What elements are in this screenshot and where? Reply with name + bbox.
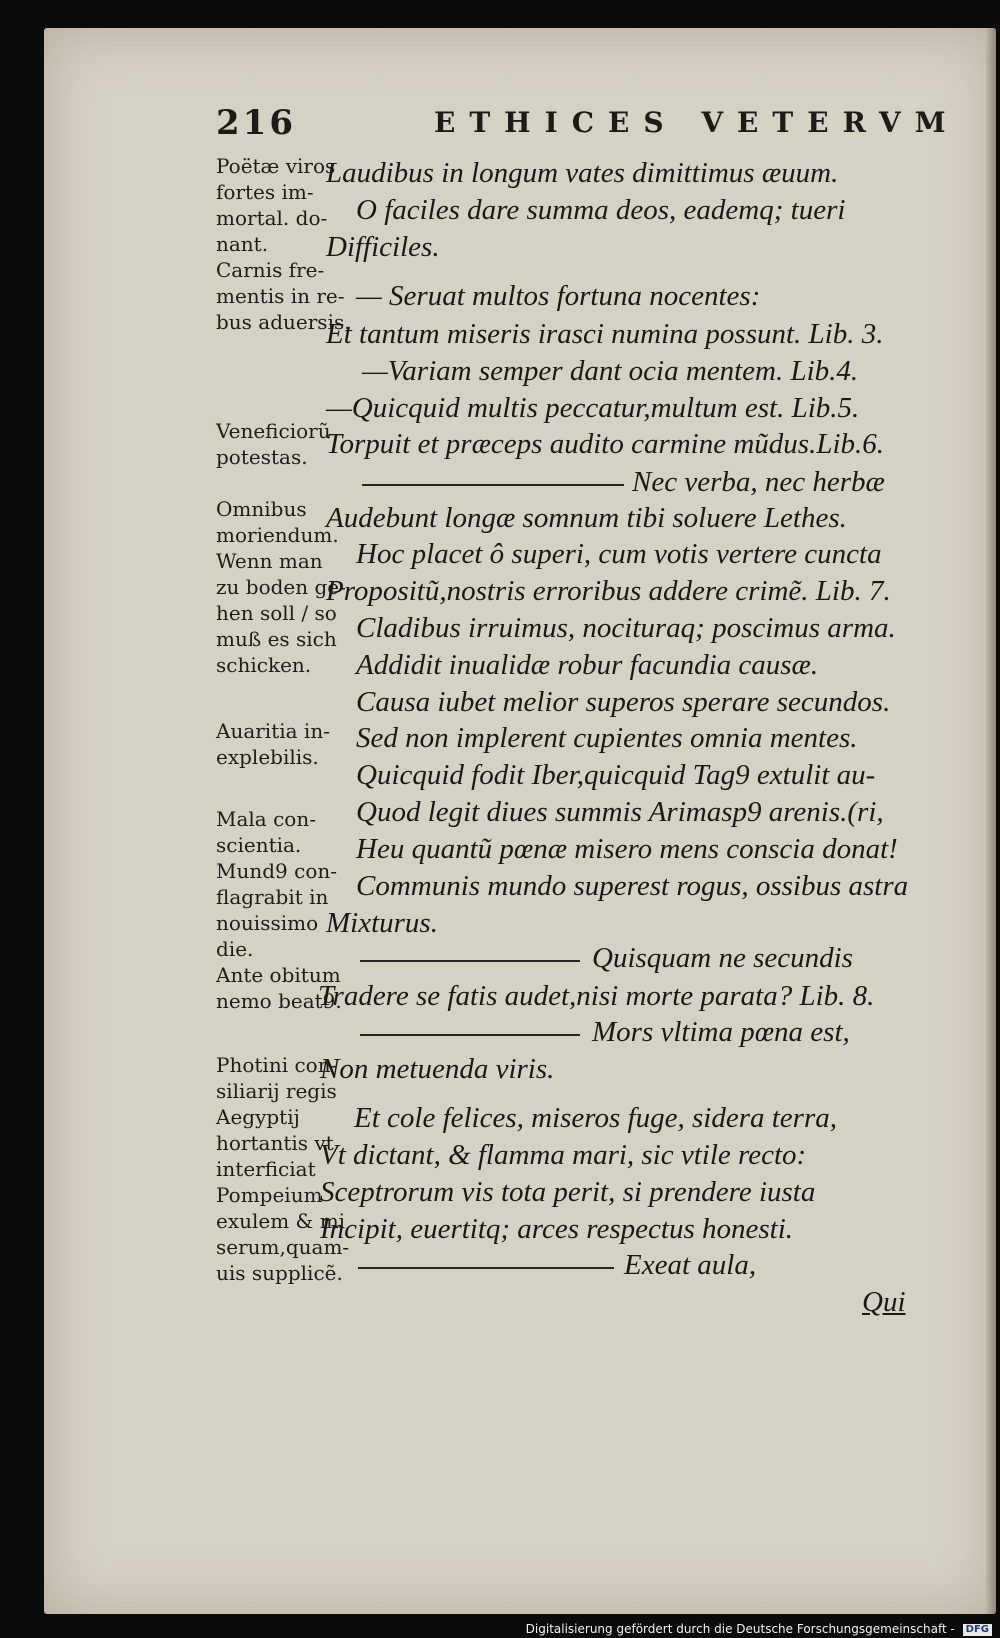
margin-note: potestas. xyxy=(216,445,308,469)
margin-note: schicken. xyxy=(216,653,312,677)
margin-note: die. xyxy=(216,937,254,961)
verse-line: Incipit, euertitq; arces respectus honesti. xyxy=(320,1213,794,1245)
ellipsis-rule xyxy=(360,960,580,962)
margin-note: exulem & mi xyxy=(216,1209,346,1233)
verse-line: Et cole felices, miseros fuge, sidera terra, xyxy=(354,1102,837,1134)
verse-line: Quisquam ne secundis xyxy=(592,942,853,974)
verse-line: Heu quantũ pœnæ misero mens conscia donat! xyxy=(356,833,898,865)
margin-note: Wenn man xyxy=(216,549,323,573)
verse-line: Cladibus irruimus, nocituraq; poscimus arma. xyxy=(356,612,896,644)
verse-line: Et tantum miseris irasci numina possunt. Lib. 3. xyxy=(326,318,884,350)
verse-line: O faciles dare summa deos, eademq; tueri xyxy=(356,194,846,226)
margin-note: Mund9 con- xyxy=(216,859,338,883)
verse-line: Propositũ,nostris erroribus addere crimẽ. Lib. 7. xyxy=(326,575,891,607)
verse-line: Vt dictant, & flamma mari, sic vtile recto: xyxy=(320,1139,807,1171)
margin-note: nant. xyxy=(216,232,269,256)
digitization-footer xyxy=(526,1622,992,1636)
page-number: 216 xyxy=(216,103,296,143)
margin-note: Mala con- xyxy=(216,807,316,831)
margin-note: mortal. do- xyxy=(216,206,328,230)
verse-line: Audebunt longæ somnum tibi soluere Lethes. xyxy=(326,502,847,534)
margin-note: bus aduersis. xyxy=(216,310,351,334)
margin-note: fortes im- xyxy=(216,180,314,204)
ellipsis-rule xyxy=(360,1034,580,1036)
catchword: Qui xyxy=(862,1286,906,1318)
book-page xyxy=(44,28,996,1614)
verse-line: Causa iubet melior superos sperare secundos. xyxy=(356,686,891,718)
footer-text: Digitalisierung gefördert durch die Deutsche Forschungsgemeinschaft - xyxy=(525,1622,955,1636)
verse-line: Mors vltima pœna est, xyxy=(592,1016,850,1048)
verse-line: Communis mundo superest rogus, ossibus astra xyxy=(356,870,909,902)
margin-note: mentis in re- xyxy=(216,284,345,308)
margin-note: uis supplicẽ. xyxy=(216,1261,343,1285)
verse-line: Sed non implerent cupientes omnia mentes. xyxy=(356,722,858,754)
margin-note: Veneficiorũ xyxy=(216,419,331,443)
dfg-logo-icon: DFG xyxy=(963,1624,992,1636)
margin-note: interficiat xyxy=(216,1157,316,1181)
verse-line: —Quicquid multis peccatur,multum est. Lib.5. xyxy=(326,392,860,424)
verse-line: Tradere se fatis audet,nisi morte parata? Lib. 8. xyxy=(318,980,875,1012)
margin-note: moriendum. xyxy=(216,523,339,547)
verse-line: Torpuit et præceps audito carmine mũdus.Lib.6. xyxy=(326,428,885,460)
margin-note: Poëtæ viros xyxy=(216,154,336,178)
margin-note: nouissimo xyxy=(216,911,319,935)
margin-note: Photini con- xyxy=(216,1053,338,1077)
ellipsis-rule xyxy=(358,1267,614,1269)
verse-line: — Seruat multos fortuna nocentes: xyxy=(356,280,761,312)
verse-line: Mixturus. xyxy=(326,907,438,939)
page-gutter-shadow xyxy=(986,28,996,1614)
running-head: ETHICES VETERVM xyxy=(434,106,960,139)
verse-line: Exeat aula, xyxy=(624,1249,757,1281)
ellipsis-rule xyxy=(362,484,624,486)
verse-line: Hoc placet ô superi, cum votis vertere cuncta xyxy=(356,538,882,570)
margin-note: siliarij regis xyxy=(216,1079,337,1103)
verse-line: Quicquid fodit Iber,quicquid Tag9 extulit au- xyxy=(356,759,876,791)
margin-note: Auaritia in- xyxy=(216,719,330,743)
verse-line: —Variam semper dant ocia mentem. Lib.4. xyxy=(362,355,859,387)
margin-note: flagrabit in xyxy=(216,885,329,909)
margin-note: explebilis. xyxy=(216,745,319,769)
verse-line: Quod legit diues summis Arimasp9 arenis.(ri, xyxy=(356,796,884,828)
margin-note: Aegyptij xyxy=(216,1105,300,1129)
margin-note: serum,quam- xyxy=(216,1235,350,1259)
margin-note: Ante obitum xyxy=(216,963,341,987)
margin-note: Carnis fre- xyxy=(216,258,325,282)
margin-note: scientia. xyxy=(216,833,302,857)
margin-note: hen soll / so xyxy=(216,601,337,625)
margin-note: nemo beat9. xyxy=(216,989,342,1013)
verse-line: Laudibus in longum vates dimittimus æuum. xyxy=(326,157,839,189)
margin-note: zu boden ge- xyxy=(216,575,346,599)
margin-note: Omnibus xyxy=(216,497,307,521)
verse-line: Nec verba, nec herbæ xyxy=(632,466,885,498)
margin-note: Pompeium xyxy=(216,1183,323,1207)
margin-note: hortantis vt xyxy=(216,1131,334,1155)
margin-note: muß es sich xyxy=(216,627,337,651)
verse-line: Addidit inualidæ robur facundia causæ. xyxy=(356,649,819,681)
verse-line: Sceptrorum vis tota perit, si prendere iusta xyxy=(320,1176,816,1208)
verse-line: Difficiles. xyxy=(326,231,440,263)
verse-line: Non metuenda viris. xyxy=(320,1053,555,1085)
